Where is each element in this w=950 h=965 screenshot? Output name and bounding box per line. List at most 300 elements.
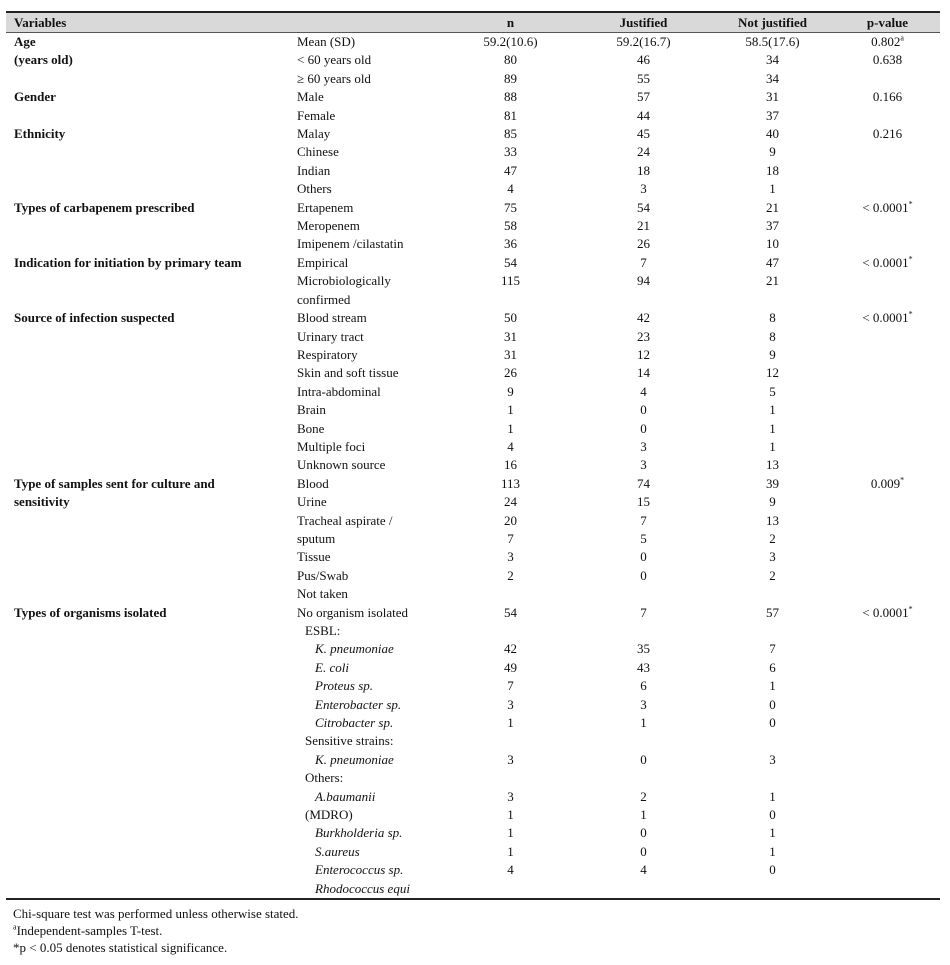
category-cell: ≥ 60 years old [297, 70, 371, 86]
not-justified-cell [710, 291, 835, 309]
p-value-text: 0.802 [871, 34, 901, 49]
variable-cell [6, 70, 289, 88]
category-cell: < 60 years old [297, 52, 372, 68]
justified-cell [577, 585, 710, 603]
not-justified-cell: 0 [769, 862, 776, 878]
n-cell: 7 [507, 678, 514, 694]
justified-cell: 0 [640, 567, 647, 583]
p-value-cell [835, 456, 940, 474]
variable-cell: Type of samples sent for culture and [14, 475, 215, 491]
justified-cell [577, 769, 710, 787]
category-cell: ESBL: [305, 623, 341, 638]
justified-cell: 55 [637, 70, 650, 86]
variable-cell [6, 420, 289, 438]
table-row [6, 346, 940, 364]
n-cell: 16 [504, 457, 517, 473]
variable-cell: sensitivity [14, 494, 70, 510]
category-cell: Brain [297, 402, 326, 418]
not-justified-cell [710, 732, 835, 750]
variable-cell: Indication for initiation by primary team [14, 254, 242, 270]
variable-cell [6, 622, 289, 640]
p-value-cell [835, 235, 940, 253]
p-value-cell [835, 640, 940, 658]
category-cell: Tissue [297, 549, 331, 565]
p-value-text: < 0.0001 [862, 310, 909, 326]
justified-cell: 59.2(16.7) [616, 34, 671, 49]
header-justified: Justified [577, 12, 710, 33]
not-justified-cell: 3 [769, 549, 776, 565]
category-cell: Empirical [297, 254, 349, 270]
n-cell [444, 291, 577, 309]
not-justified-cell [710, 622, 835, 640]
table-row [6, 364, 940, 382]
category-cell: A.baumanii [315, 788, 376, 804]
p-value-marker: * [908, 604, 913, 614]
category-cell: K. pneumoniae [315, 641, 394, 657]
table-row [6, 70, 940, 88]
p-value-text: < 0.0001 [862, 254, 909, 270]
n-cell: 2 [507, 567, 514, 583]
p-value-cell [835, 751, 940, 769]
p-value-cell [835, 309, 940, 327]
table-row [6, 604, 940, 622]
category-cell: Others [297, 181, 332, 197]
table-row [6, 33, 940, 52]
table-row [6, 788, 940, 806]
category-cell: Urine [297, 494, 327, 510]
not-justified-cell: 1 [769, 402, 776, 418]
n-cell: 3 [507, 696, 514, 712]
n-cell: 115 [500, 273, 521, 289]
variable-cell [6, 751, 289, 769]
n-cell: 3 [507, 788, 514, 804]
justified-cell: 4 [640, 862, 647, 878]
justified-cell: 5 [640, 530, 647, 546]
p-value-cell [835, 659, 940, 677]
category-cell: Malay [297, 126, 331, 142]
p-value-marker: * [900, 475, 905, 485]
table-row [6, 107, 940, 125]
p-value-text: < 0.0001 [862, 199, 909, 215]
footnote-marker-a: a [13, 922, 17, 932]
p-value-cell [835, 861, 940, 879]
n-cell [444, 880, 577, 899]
not-justified-cell: 1 [769, 825, 776, 841]
variable-cell [6, 383, 289, 401]
justified-cell: 0 [640, 825, 647, 841]
not-justified-cell: 21 [766, 199, 779, 215]
category-cell: Citrobacter sp. [315, 715, 394, 731]
justified-cell: 26 [637, 236, 650, 252]
p-value-cell [835, 125, 940, 143]
table-row [6, 530, 940, 548]
category-cell: Intra-abdominal [297, 383, 381, 399]
table-row [6, 493, 940, 511]
category-cell: Blood [297, 475, 329, 491]
table-row [6, 291, 940, 309]
table-row [6, 272, 940, 290]
p-value-cell [835, 70, 940, 88]
justified-cell: 1 [640, 715, 647, 731]
category-cell: Multiple foci [297, 438, 366, 454]
category-cell: (MDRO) [305, 807, 353, 823]
p-value-cell [835, 364, 940, 382]
justified-cell: 3 [640, 181, 647, 197]
variable-cell [6, 788, 289, 806]
category-cell: Microbiologically [297, 273, 391, 289]
n-cell: 81 [504, 107, 517, 123]
category-cell: Indian [297, 162, 331, 178]
variable-cell [6, 659, 289, 677]
variable-cell [6, 456, 289, 474]
n-cell: 1 [507, 825, 514, 841]
variable-cell [6, 806, 289, 824]
not-justified-cell: 9 [769, 144, 776, 160]
justified-cell: 74 [637, 475, 650, 491]
table-row [6, 567, 940, 585]
category-cell: Enterobacter sp. [315, 696, 402, 712]
not-justified-cell: 37 [766, 218, 779, 234]
not-justified-cell: 34 [766, 70, 779, 86]
not-justified-cell: 1 [769, 438, 776, 454]
category-cell: Mean (SD) [297, 34, 356, 49]
p-value-cell [835, 383, 940, 401]
category-cell: Respiratory [297, 346, 358, 362]
footnote-t-test [13, 922, 299, 939]
category-cell: sputum [297, 530, 336, 546]
p-value-cell [835, 475, 940, 493]
n-cell [444, 585, 577, 603]
table-row [6, 180, 940, 198]
not-justified-cell: 2 [769, 567, 776, 583]
p-value-cell [835, 420, 940, 438]
variable-cell [6, 843, 289, 861]
justified-cell: 6 [640, 678, 647, 694]
n-cell: 31 [504, 328, 517, 344]
table-row [6, 677, 940, 695]
p-value-cell [835, 769, 940, 787]
category-cell: Proteus sp. [315, 678, 374, 694]
justified-cell: 45 [637, 126, 650, 142]
table-row [6, 806, 940, 824]
variable-cell [6, 401, 289, 419]
p-value-cell [835, 346, 940, 364]
not-justified-cell: 9 [769, 494, 776, 510]
not-justified-cell: 58.5(17.6) [745, 34, 800, 49]
n-cell: 85 [504, 126, 517, 142]
p-value-text: 0.216 [872, 126, 903, 142]
justified-cell [577, 732, 710, 750]
category-cell: confirmed [297, 291, 351, 307]
justified-cell: 3 [640, 457, 647, 473]
category-cell: Skin and soft tissue [297, 365, 399, 381]
variable-cell [6, 180, 289, 198]
n-cell [444, 732, 577, 750]
p-value-cell [835, 291, 940, 309]
variable-cell: Types of carbapenem prescribed [14, 199, 195, 215]
n-cell: 20 [504, 512, 517, 528]
p-value-cell [835, 493, 940, 511]
n-cell [444, 622, 577, 640]
table-row [6, 843, 940, 861]
variable-cell [6, 272, 289, 290]
p-value-cell [835, 199, 940, 217]
p-value-cell [835, 567, 940, 585]
p-value-cell [835, 107, 940, 125]
table-row [6, 383, 940, 401]
category-cell: No organism isolated [297, 604, 408, 620]
table-row [6, 732, 940, 750]
variable-cell [6, 585, 289, 603]
variable-cell: Source of infection suspected [14, 310, 175, 326]
header-variables: Variables [6, 12, 289, 33]
table-row [6, 475, 940, 493]
n-cell: 36 [504, 236, 517, 252]
not-justified-cell: 39 [766, 475, 779, 491]
category-cell: Tracheal aspirate / [297, 512, 393, 528]
justified-cell: 57 [637, 89, 650, 105]
not-justified-cell: 6 [769, 659, 776, 675]
category-cell: Rhodococcus equi [289, 880, 444, 899]
p-value-cell [835, 33, 940, 52]
variable-cell [6, 235, 289, 253]
p-value-cell [835, 51, 940, 69]
variable-cell [6, 548, 289, 566]
n-cell: 1 [507, 843, 514, 859]
n-cell: 1 [507, 420, 514, 436]
n-cell: 1 [507, 715, 514, 731]
variable-cell [6, 162, 289, 180]
variable-cell [6, 769, 289, 787]
justified-cell: 15 [637, 494, 650, 510]
p-value-cell [835, 272, 940, 290]
justified-cell: 3 [640, 696, 647, 712]
table-header-row [6, 12, 940, 33]
variable-cell [6, 861, 289, 879]
footnote-significance: *p < 0.05 denotes statistical significance. [13, 940, 228, 955]
variable-cell: Age [14, 34, 36, 49]
not-justified-cell: 2 [769, 530, 776, 546]
p-value-cell [835, 843, 940, 861]
p-value-cell [835, 328, 940, 346]
variable-cell [6, 364, 289, 382]
variable-cell [6, 732, 289, 750]
p-value-marker: * [908, 199, 913, 209]
header-category [289, 12, 444, 33]
justified-cell: 35 [637, 641, 650, 657]
variable-cell [6, 824, 289, 842]
p-value-cell [835, 217, 940, 235]
not-justified-cell: 1 [769, 181, 776, 197]
justified-cell [577, 880, 710, 899]
n-cell: 54 [504, 604, 517, 620]
n-cell: 33 [504, 144, 517, 160]
variable-cell [6, 696, 289, 714]
n-cell: 50 [504, 310, 517, 326]
not-justified-cell: 1 [769, 843, 776, 859]
justified-cell: 24 [637, 144, 650, 160]
p-value-cell [835, 548, 940, 566]
variable-cell [6, 567, 289, 585]
table-row [6, 309, 940, 327]
table-row [6, 512, 940, 530]
variable-cell [6, 217, 289, 235]
n-cell: 59.2(10.6) [483, 34, 538, 49]
justified-cell: 0 [640, 843, 647, 859]
justified-cell: 18 [637, 162, 650, 178]
variable-cell [6, 143, 289, 161]
table-row [6, 640, 940, 658]
not-justified-cell: 3 [769, 751, 776, 767]
header-not-justified: Not justified [710, 12, 835, 33]
justified-cell: 12 [637, 346, 650, 362]
category-cell: Female [297, 107, 336, 123]
p-value-cell [835, 143, 940, 161]
table-row [6, 125, 940, 143]
variable-cell [6, 328, 289, 346]
category-cell: Bone [297, 420, 325, 436]
footnote-chi-square: Chi-square test was performed unless otherwise stated. [13, 906, 299, 921]
table-row [6, 438, 940, 456]
not-justified-cell: 0 [769, 696, 776, 712]
not-justified-cell: 18 [766, 162, 779, 178]
p-value-marker: * [908, 309, 913, 319]
p-value-cell [835, 732, 940, 750]
category-cell: S.aureus [315, 843, 360, 859]
category-cell: Sensitive strains: [305, 733, 394, 749]
not-justified-cell: 8 [769, 310, 776, 326]
n-cell: 113 [500, 475, 521, 491]
category-cell: K. pneumoniae [315, 751, 394, 767]
justified-cell: 3 [640, 438, 647, 454]
variable-cell [6, 880, 289, 899]
table-row [6, 585, 940, 603]
not-justified-cell: 40 [766, 126, 779, 142]
justified-cell: 7 [640, 254, 647, 270]
table-row [6, 328, 940, 346]
variable-cell [6, 107, 289, 125]
header-n: n [444, 12, 577, 33]
table-row [6, 622, 940, 640]
table-row [6, 143, 940, 161]
justified-cell: 0 [640, 751, 647, 767]
p-value-cell [835, 512, 940, 530]
justified-cell: 14 [637, 365, 650, 381]
n-cell: 1 [507, 807, 514, 823]
not-justified-cell: 8 [769, 328, 776, 344]
variable-cell: Gender [14, 89, 56, 105]
n-cell: 3 [507, 549, 514, 565]
justified-cell: 21 [637, 218, 650, 234]
variable-cell: (years old) [14, 52, 73, 68]
justified-cell: 0 [640, 402, 647, 418]
p-value-marker: a [900, 33, 904, 43]
table-row [6, 696, 940, 714]
category-cell: Not taken [297, 586, 348, 602]
category-cell: Unknown source [297, 457, 386, 473]
variable-cell: Types of organisms isolated [14, 604, 167, 620]
not-justified-cell: 37 [766, 107, 779, 123]
category-cell: Meropenem [297, 218, 360, 234]
not-justified-cell: 1 [769, 788, 776, 804]
p-value-cell [835, 824, 940, 842]
not-justified-cell: 12 [766, 365, 779, 381]
n-cell: 7 [507, 530, 514, 546]
n-cell: 49 [504, 659, 517, 675]
n-cell [444, 769, 577, 787]
category-cell: Others: [305, 770, 344, 786]
not-justified-cell: 21 [766, 273, 779, 289]
table-row [6, 659, 940, 677]
not-justified-cell: 0 [769, 807, 776, 823]
justified-cell: 23 [637, 328, 650, 344]
category-cell: Ertapenem [297, 199, 354, 215]
p-value-cell [835, 788, 940, 806]
justified-cell: 43 [637, 659, 650, 675]
table-row [6, 714, 940, 732]
table-row [6, 235, 940, 253]
n-cell: 4 [507, 438, 514, 454]
n-cell: 9 [507, 383, 514, 399]
justified-cell: 44 [637, 107, 650, 123]
justified-cell: 54 [637, 199, 650, 215]
table-row [6, 51, 940, 69]
not-justified-cell [710, 880, 835, 899]
category-cell: Chinese [297, 144, 339, 160]
variable-cell: Ethnicity [14, 126, 66, 142]
p-value-cell [835, 622, 940, 640]
p-value-text: < 0.0001 [862, 604, 909, 620]
p-value-cell [835, 696, 940, 714]
n-cell: 3 [507, 751, 514, 767]
justified-cell: 0 [640, 549, 647, 565]
table-row [6, 420, 940, 438]
p-value-cell [835, 401, 940, 419]
p-value-text: 0.009 [870, 475, 901, 491]
table-row [6, 199, 940, 217]
table-row [6, 880, 940, 899]
n-cell: 4 [507, 862, 514, 878]
p-value-marker: * [908, 254, 913, 264]
justified-cell: 4 [640, 383, 647, 399]
n-cell: 88 [504, 89, 517, 105]
footnote-t-test-text: Independent-samples T-test. [16, 923, 163, 938]
variable-cell [6, 438, 289, 456]
category-cell: Male [297, 89, 324, 105]
not-justified-cell: 13 [766, 457, 779, 473]
p-value-cell [835, 714, 940, 732]
not-justified-cell: 31 [766, 89, 779, 105]
p-value-cell [835, 604, 940, 622]
p-value-cell [835, 677, 940, 695]
variable-cell [6, 530, 289, 548]
table-row [6, 751, 940, 769]
justified-cell: 94 [637, 273, 650, 289]
variable-cell [6, 346, 289, 364]
justified-cell: 0 [640, 420, 647, 436]
justified-cell: 1 [640, 807, 647, 823]
not-justified-cell [710, 769, 835, 787]
variable-cell [6, 714, 289, 732]
justified-cell: 7 [640, 604, 647, 620]
category-cell: Blood stream [297, 310, 367, 326]
justified-cell: 2 [640, 788, 647, 804]
table-row [6, 824, 940, 842]
n-cell: 26 [504, 365, 517, 381]
p-value-cell [835, 585, 940, 603]
table-row [6, 548, 940, 566]
justified-cell: 42 [637, 310, 650, 326]
